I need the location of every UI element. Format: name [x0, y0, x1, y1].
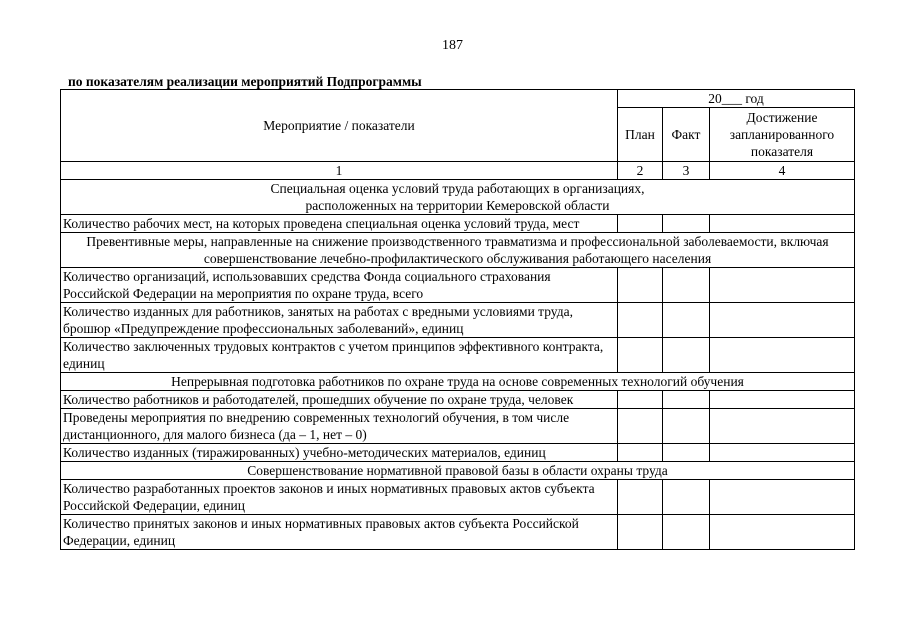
achievement-cell: [710, 268, 855, 303]
plan-cell: [618, 303, 663, 338]
indicator-row: [61, 215, 855, 233]
header-year: 20___ год: [618, 90, 855, 108]
achievement-cell: [710, 338, 855, 373]
section-row: [61, 233, 855, 268]
col-number-1: 1: [61, 162, 618, 180]
header-plan: План: [618, 108, 663, 162]
section-row: [61, 373, 855, 391]
indicator-label: Количество изданных для работников, занятых на работах с вредными условиями труда, брошюр «Предупреждение профессиональных заболеваний», единиц: [61, 303, 618, 338]
header-achievement: Достижение запланированного показателя: [710, 108, 855, 162]
indicator-label: Количество принятых законов и иных нормативных правовых актов субъекта Российской Федерации, единиц: [61, 515, 618, 550]
achievement-cell: [710, 391, 855, 409]
indicator-label: Количество работников и работодателей, прошедших обучение по охране труда, человек: [61, 391, 618, 409]
col-number-4: 4: [710, 162, 855, 180]
indicator-label: Проведены мероприятия по внедрению современных технологий обучения, в том числе дистанционного, для малого бизнеса (да – 1, нет – 0): [61, 409, 618, 444]
fact-cell: [663, 338, 710, 373]
plan-cell: [618, 338, 663, 373]
indicator-row: [61, 409, 855, 444]
achievement-cell: [710, 444, 855, 462]
achievement-cell: [710, 215, 855, 233]
col-number-3: 3: [663, 162, 710, 180]
indicator-label: Количество разработанных проектов законов и иных нормативных правовых актов субъекта Российской Федерации, единиц: [61, 480, 618, 515]
section-title: Непрерывная подготовка работников по охране труда на основе современных технологий обучения: [61, 373, 855, 391]
section-row: [61, 462, 855, 480]
header-activity: Мероприятие / показатели: [61, 90, 618, 162]
indicator-label: Количество заключенных трудовых контрактов с учетом принципов эффективного контракта, единиц: [61, 338, 618, 373]
indicators-table: [60, 89, 855, 550]
plan-cell: [618, 515, 663, 550]
indicator-row: [61, 338, 855, 373]
table-caption: по показателям реализации мероприятий Подпрограммы: [68, 74, 422, 89]
indicator-label: Количество рабочих мест, на которых проведена специальная оценка условий труда, мест: [61, 215, 618, 233]
section-title: Специальная оценка условий труда работающих в организациях, расположенных на территории Кемеровской области: [61, 180, 855, 215]
plan-cell: [618, 215, 663, 233]
plan-cell: [618, 391, 663, 409]
section-row: [61, 180, 855, 215]
indicator-row: [61, 268, 855, 303]
page-number: 187: [442, 38, 463, 53]
fact-cell: [663, 303, 710, 338]
fact-cell: [663, 391, 710, 409]
achievement-cell: [710, 409, 855, 444]
indicator-label: Количество изданных (тиражированных) учебно-методических материалов, единиц: [61, 444, 618, 462]
fact-cell: [663, 515, 710, 550]
plan-cell: [618, 444, 663, 462]
indicator-label: Количество организаций, использовавших средства Фонда социального страхования Российской Федерации на мероприятия по охране труда, всего: [61, 268, 618, 303]
fact-cell: [663, 268, 710, 303]
plan-cell: [618, 268, 663, 303]
indicator-row: [61, 303, 855, 338]
indicator-row: [61, 444, 855, 462]
achievement-cell: [710, 515, 855, 550]
fact-cell: [663, 409, 710, 444]
fact-cell: [663, 480, 710, 515]
achievement-cell: [710, 480, 855, 515]
indicator-row: [61, 391, 855, 409]
header-fact: Факт: [663, 108, 710, 162]
indicator-row: [61, 515, 855, 550]
plan-cell: [618, 480, 663, 515]
col-number-2: 2: [618, 162, 663, 180]
section-title: Совершенствование нормативной правовой базы в области охраны труда: [61, 462, 855, 480]
indicator-row: [61, 480, 855, 515]
achievement-cell: [710, 303, 855, 338]
fact-cell: [663, 215, 710, 233]
plan-cell: [618, 409, 663, 444]
section-title: Превентивные меры, направленные на снижение производственного травматизма и профессиональной заболеваемости, включая совершенствование лечебно-профилактического обслуживания работающего населения: [61, 233, 855, 268]
fact-cell: [663, 444, 710, 462]
